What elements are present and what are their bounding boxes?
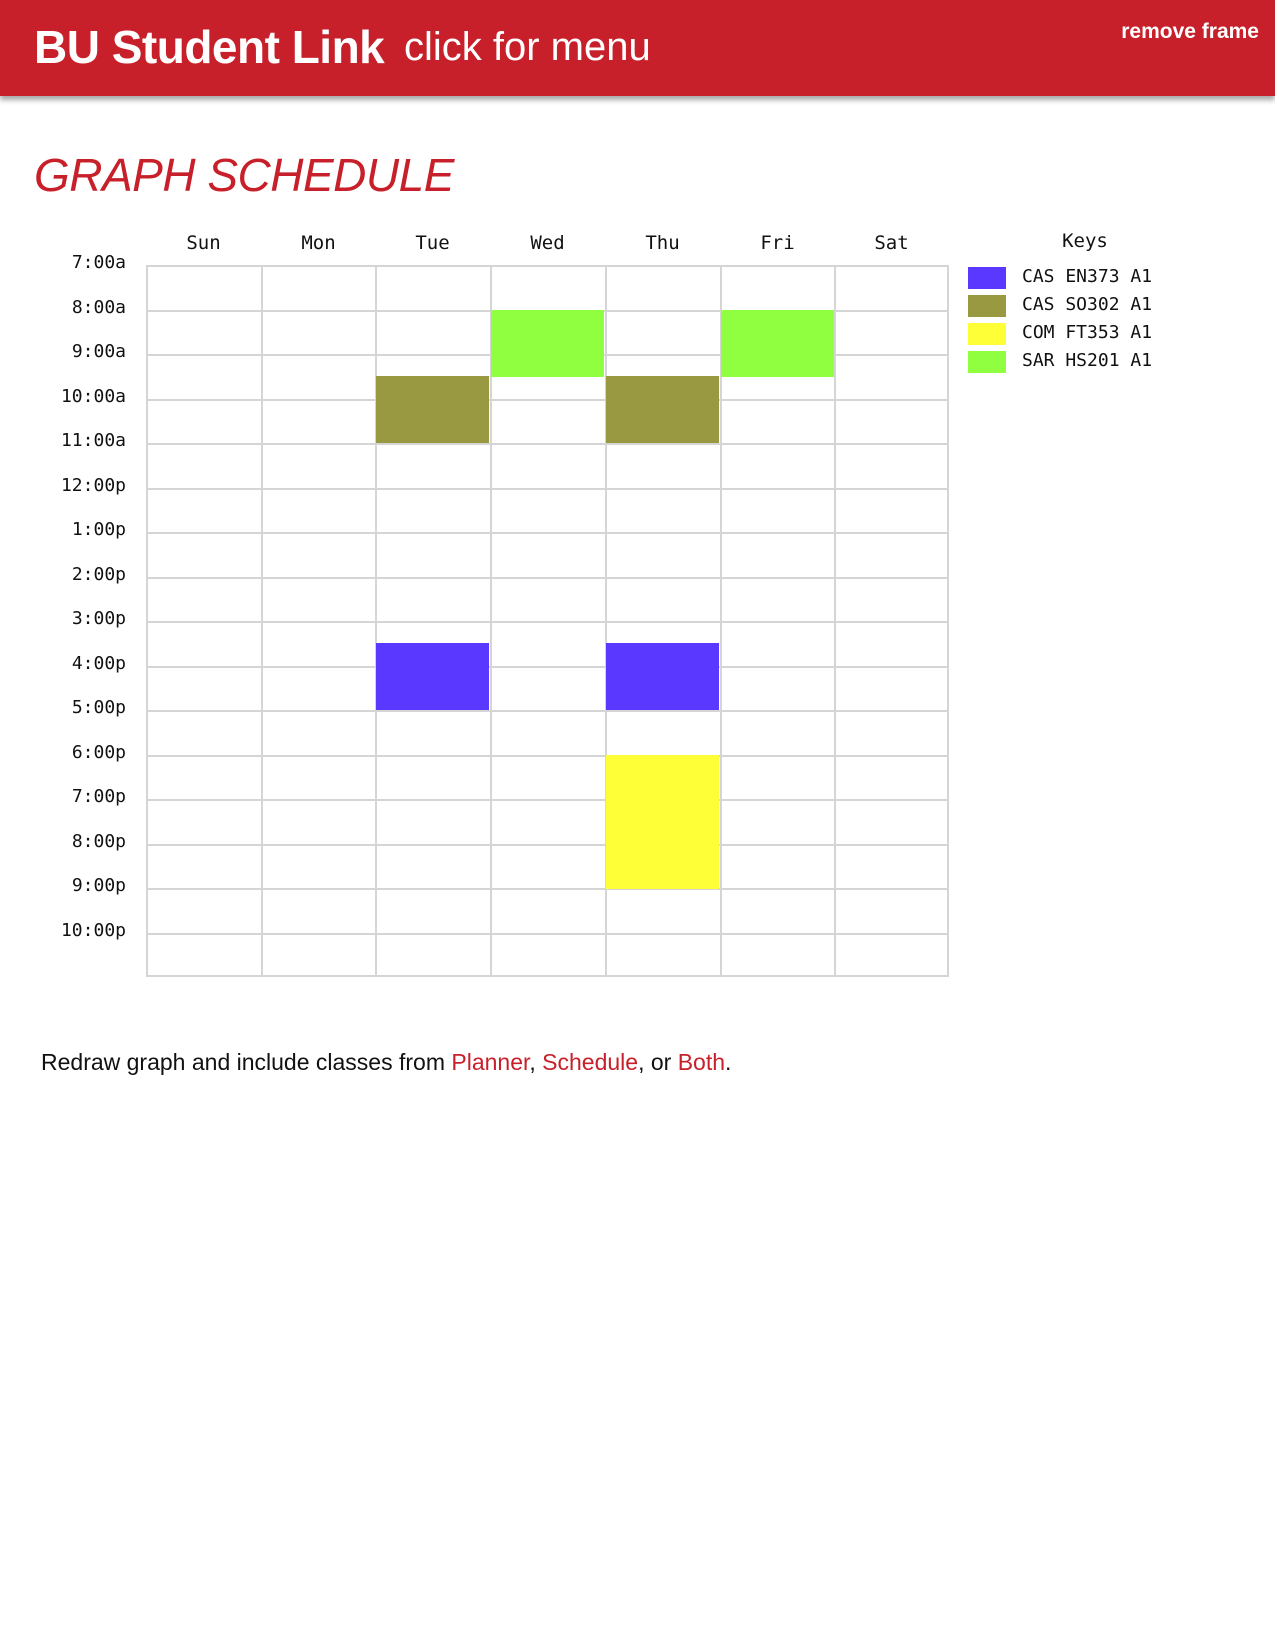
day-label: Sat <box>874 232 909 254</box>
redraw-prefix: Redraw graph and include classes from <box>41 1049 452 1075</box>
redraw-instructions <box>41 1049 731 1076</box>
grid-row-line <box>146 443 949 445</box>
redraw-separator: , or <box>638 1049 678 1075</box>
time-label: 1:00p <box>71 519 126 540</box>
time-label: 10:00p <box>60 920 126 941</box>
grid-row-line <box>146 488 949 490</box>
key-label: CAS SO302 A1 <box>1022 294 1153 315</box>
time-label: 6:00p <box>71 742 126 763</box>
grid-row-line <box>146 888 949 890</box>
day-label: Mon <box>301 232 336 254</box>
time-label: 11:00a <box>60 430 126 451</box>
app-header <box>0 0 1275 96</box>
grid-row-line <box>146 577 949 579</box>
grid-row-line <box>146 799 949 801</box>
remove-frame-link[interactable]: remove frame <box>1121 20 1259 43</box>
day-label: Fri <box>760 232 795 254</box>
planner-link[interactable]: Planner <box>451 1049 530 1075</box>
time-label: 2:00p <box>71 564 126 585</box>
key-swatch <box>968 351 1006 373</box>
key-swatch <box>968 267 1006 289</box>
key-label: CAS EN373 A1 <box>1022 266 1153 287</box>
class-block[interactable] <box>606 643 719 710</box>
key-label: COM FT353 A1 <box>1022 322 1153 343</box>
class-block[interactable] <box>606 755 719 889</box>
key-swatch <box>968 295 1006 317</box>
class-block[interactable] <box>376 643 489 710</box>
grid-row-line <box>146 399 949 401</box>
time-label: 7:00p <box>71 786 126 807</box>
keys-title: Keys <box>1062 230 1108 252</box>
day-label: Wed <box>530 232 565 254</box>
class-block[interactable] <box>721 310 834 377</box>
time-label: 5:00p <box>71 697 126 718</box>
time-label: 3:00p <box>71 608 126 629</box>
time-label: 10:00a <box>60 386 126 407</box>
grid-row-line <box>146 621 949 623</box>
time-label: 12:00p <box>60 475 126 496</box>
time-label: 8:00a <box>71 297 126 318</box>
day-label: Thu <box>645 232 680 254</box>
key-swatch <box>968 323 1006 345</box>
day-label: Tue <box>415 232 450 254</box>
grid-row-line <box>146 844 949 846</box>
class-block[interactable] <box>606 376 719 443</box>
grid-row-line <box>146 933 949 935</box>
menu-link[interactable]: click for menu <box>404 25 651 69</box>
app-brand[interactable]: BU Student Link <box>34 21 385 73</box>
time-label: 9:00a <box>71 341 126 362</box>
grid-row-line <box>146 710 949 712</box>
day-label: Sun <box>186 232 221 254</box>
grid-row-line <box>146 532 949 534</box>
class-block[interactable] <box>376 376 489 443</box>
time-label: 4:00p <box>71 653 126 674</box>
grid-row-line <box>146 666 949 668</box>
grid-row-line <box>146 755 949 757</box>
redraw-separator: , <box>529 1049 543 1075</box>
key-label: SAR HS201 A1 <box>1022 350 1153 371</box>
schedule-link[interactable]: Schedule <box>542 1049 639 1075</box>
both-link[interactable]: Both <box>677 1049 726 1075</box>
redraw-suffix: . <box>725 1049 732 1075</box>
class-block[interactable] <box>491 310 604 377</box>
page-title: GRAPH SCHEDULE <box>34 149 454 201</box>
time-label: 7:00a <box>71 252 126 273</box>
time-label: 8:00p <box>71 831 126 852</box>
time-label: 9:00p <box>71 875 126 896</box>
